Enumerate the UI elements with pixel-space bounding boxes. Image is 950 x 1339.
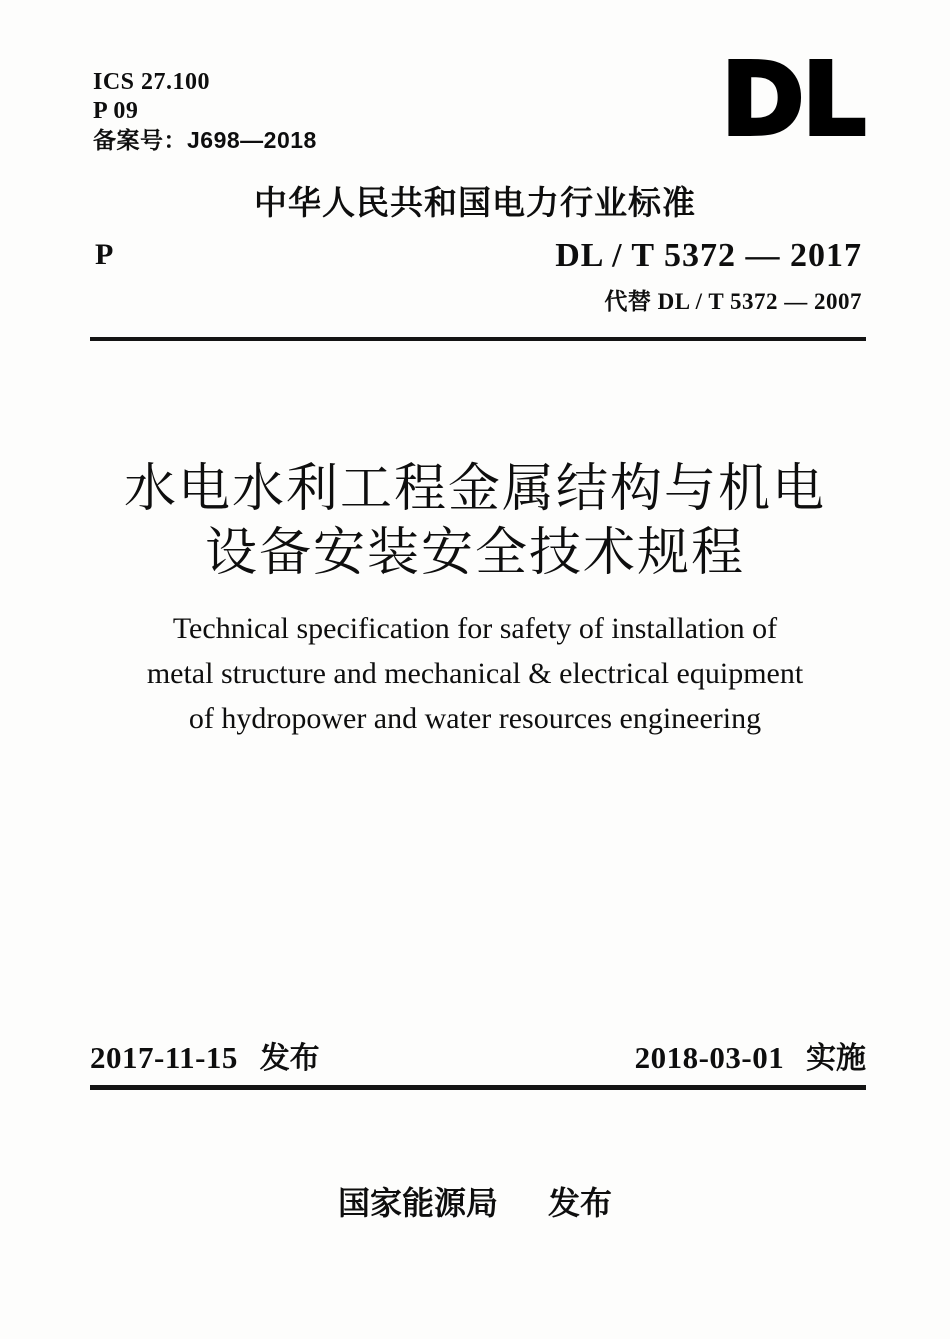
publisher-name: 国家能源局 xyxy=(337,1185,498,1221)
bottom-divider-rule xyxy=(90,1085,866,1090)
title-zh-line1: 水电水利工程金属结构与机电 xyxy=(123,461,826,518)
classification-block xyxy=(93,68,317,155)
implement-date-group xyxy=(635,1033,866,1077)
replaces-note: 代替 DL / T 5372 — 2007 xyxy=(604,289,862,314)
title-chinese xyxy=(0,458,950,586)
title-english xyxy=(0,606,950,741)
issue-label: 发布 xyxy=(259,1042,320,1075)
title-zh-line2: 设备安装安全技术规程 xyxy=(204,525,745,582)
standard-type-heading: 中华人民共和国电力行业标准 xyxy=(254,184,696,221)
doc-mark: P xyxy=(95,238,114,271)
title-en-line1: Technical specification for safety of installation of xyxy=(172,612,778,645)
publisher-row xyxy=(0,1178,950,1224)
publish-label: 发布 xyxy=(548,1185,613,1221)
ics-code: ICS 27.100 xyxy=(93,69,211,95)
record-number: 备案号：J698—2018 xyxy=(93,127,317,153)
implement-label: 实施 xyxy=(806,1042,866,1075)
dl-logo: DL xyxy=(721,41,864,158)
implement-date: 2018-03-01 xyxy=(634,1040,785,1075)
standard-number: DL / T 5372 — 2017 xyxy=(555,237,862,274)
top-divider-rule xyxy=(90,337,866,341)
issue-date: 2017-11-15 xyxy=(90,1040,238,1075)
p-classification: P 09 xyxy=(93,98,139,124)
title-en-line2: metal structure and mechanical & electrical equipment xyxy=(146,657,804,690)
date-row xyxy=(90,1033,866,1077)
title-en-line3: of hydropower and water resources engineering xyxy=(188,702,762,735)
issue-date-group xyxy=(90,1033,320,1077)
